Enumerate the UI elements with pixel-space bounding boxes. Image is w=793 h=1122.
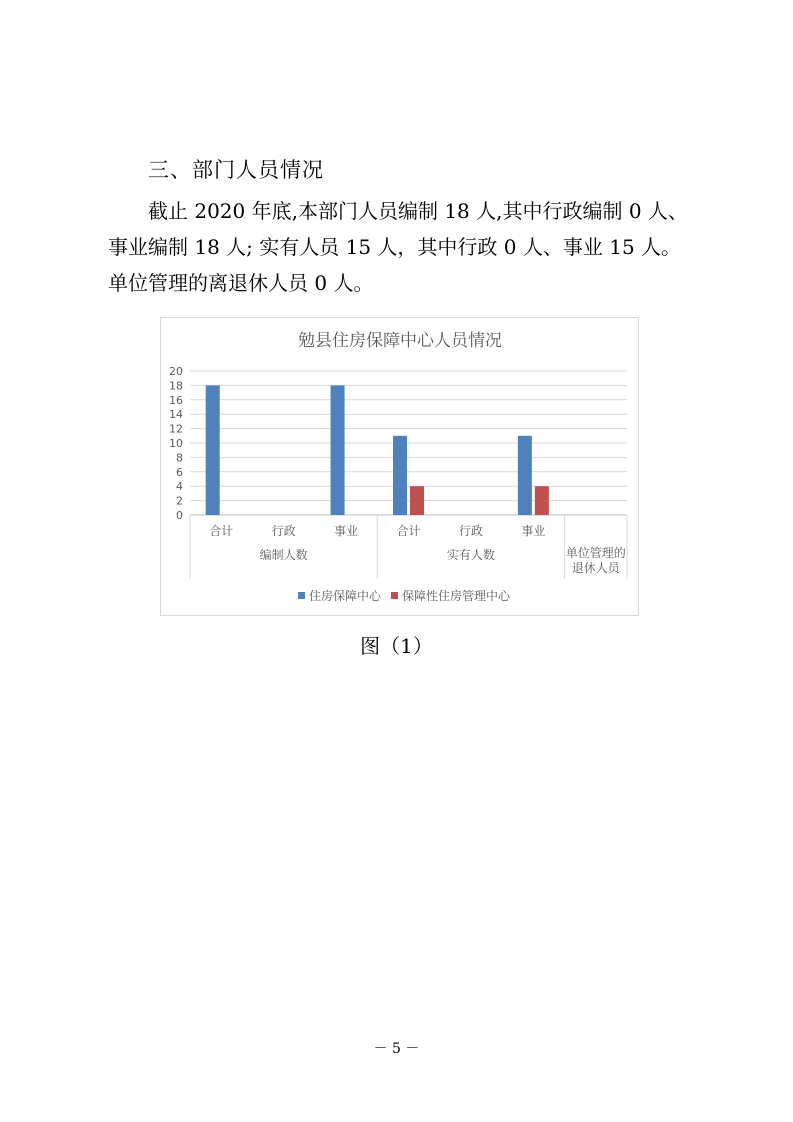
- bar-保障性住房管理中心-5: [535, 486, 549, 515]
- page-number: － 5 －: [373, 1041, 420, 1057]
- x-group-label: 编制人数: [259, 548, 308, 562]
- x-category-label: 行政: [458, 524, 483, 538]
- y-tick-label: 18: [169, 379, 183, 393]
- y-tick-label: 20: [169, 365, 183, 378]
- x-category-label: 事业: [334, 524, 359, 538]
- x-category-label: 事业: [521, 524, 546, 538]
- legend-label: 保障性住房管理中心: [402, 589, 511, 603]
- paragraph-line-1: 截止 2020 年底,本部门人员编制 18 人,其中行政编制 0 人、: [148, 199, 688, 223]
- staff-chart: [160, 317, 639, 616]
- bar-保障性住房管理中心-3: [410, 486, 424, 515]
- x-category-label: 合计: [396, 524, 421, 538]
- y-tick-label: 10: [169, 437, 183, 450]
- y-tick-label: 8: [176, 451, 183, 465]
- legend-swatch: [391, 592, 398, 599]
- legend-swatch: [298, 592, 305, 599]
- y-tick-label: 14: [169, 408, 183, 422]
- y-tick-label: 16: [169, 393, 183, 407]
- section-heading: 三、部门人员情况: [148, 158, 324, 182]
- chart-title: 勉县住房保障中心人员情况: [298, 331, 502, 351]
- y-tick-label: 2: [176, 494, 183, 508]
- y-tick-label: 0: [176, 509, 183, 522]
- x-category-label: 合计: [209, 524, 234, 538]
- x-category-label: 行政: [271, 524, 296, 538]
- y-tick-label: 6: [176, 465, 183, 479]
- legend-label: 住房保障中心: [309, 589, 382, 603]
- x-group-label: 实有人数: [446, 548, 495, 562]
- y-tick-label: 4: [176, 480, 183, 494]
- chart-svg: [161, 318, 640, 617]
- paragraph-line-2: 事业编制 18 人; 实有人员 15 人，其中行政 0 人、事业 15 人。: [108, 235, 682, 259]
- bar-住房保障中心-0: [206, 385, 220, 515]
- y-tick-label: 12: [169, 422, 183, 436]
- staffing-paragraph: [108, 193, 708, 301]
- paragraph-line-3: 单位管理的离退休人员 0 人。: [108, 271, 374, 295]
- figure-caption: 图（1）: [360, 634, 433, 658]
- bar-住房保障中心-5: [518, 436, 532, 515]
- bar-住房保障中心-3: [393, 436, 407, 515]
- x-group-label: 单位管理的: [565, 546, 626, 560]
- bar-住房保障中心-2: [331, 385, 345, 515]
- x-group-label: 退休人员: [571, 561, 620, 575]
